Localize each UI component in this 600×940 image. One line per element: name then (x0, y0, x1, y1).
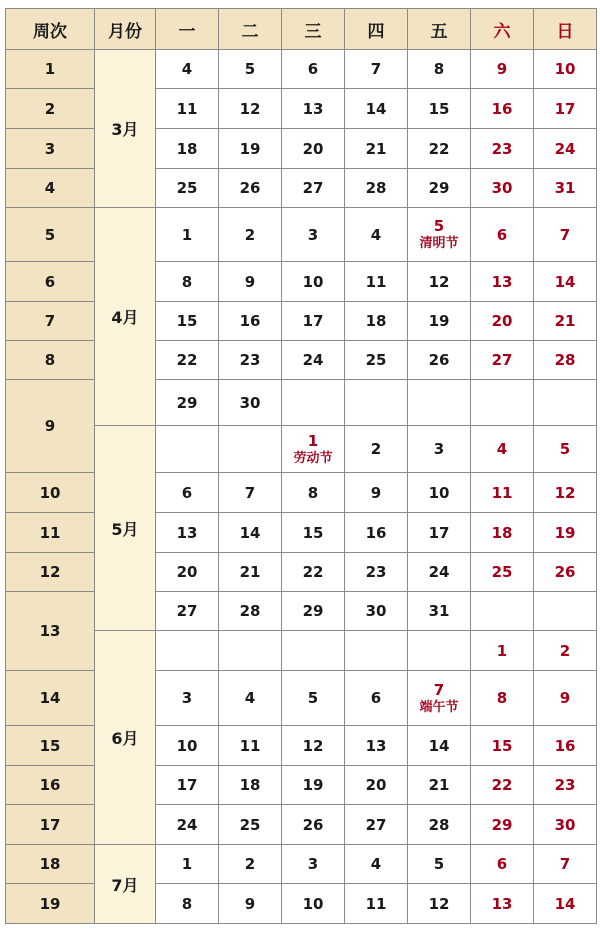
day-cell: 11 (345, 262, 408, 302)
day-cell: 8 (408, 50, 471, 89)
day-cell: 20 (282, 129, 345, 169)
week-row (6, 89, 597, 129)
day-cell: 9 (534, 671, 597, 726)
day-cell: 9 (471, 50, 534, 89)
day-cell: 22 (282, 553, 345, 592)
day-cell: 21 (219, 553, 282, 592)
day-cell: 14 (534, 262, 597, 302)
day-cell (408, 208, 471, 262)
week-number: 8 (6, 341, 95, 380)
day-cell: 5 (219, 50, 282, 89)
day-cell: 20 (345, 766, 408, 805)
day-cell: 10 (282, 262, 345, 302)
day-cell: 20 (471, 302, 534, 341)
week-row (6, 592, 597, 631)
day-cell: 14 (345, 89, 408, 129)
day-cell: 18 (471, 513, 534, 553)
week-row (6, 208, 597, 262)
day-cell: 14 (408, 726, 471, 766)
day-cell: 22 (471, 766, 534, 805)
day-cell: 2 (219, 845, 282, 884)
day-cell: 19 (282, 766, 345, 805)
month-label: 4月 (95, 208, 156, 426)
day-cell: 14 (219, 513, 282, 553)
day-cell: 13 (471, 262, 534, 302)
month-label: 5月 (95, 426, 156, 631)
day-cell: 26 (534, 553, 597, 592)
day-cell: 19 (534, 513, 597, 553)
day-cell: 6 (282, 50, 345, 89)
day-number: 1 (307, 431, 319, 450)
day-cell (471, 380, 534, 426)
day-cell: 17 (156, 766, 219, 805)
holiday-label: 端午节 (419, 699, 459, 715)
day-cell: 28 (219, 592, 282, 631)
day-cell: 18 (156, 129, 219, 169)
week-number: 18 (6, 845, 95, 884)
day-cell: 28 (408, 805, 471, 845)
day-cell: 19 (408, 302, 471, 341)
day-cell: 8 (156, 262, 219, 302)
week-number: 14 (6, 671, 95, 726)
day-cell: 25 (156, 169, 219, 208)
week-number: 19 (6, 884, 95, 924)
day-cell: 3 (408, 426, 471, 473)
day-cell: 2 (219, 208, 282, 262)
week-row (6, 426, 597, 473)
day-number: 7 (433, 680, 445, 699)
day-cell: 25 (219, 805, 282, 845)
day-cell: 23 (534, 766, 597, 805)
day-cell: 19 (219, 129, 282, 169)
header-sat: 六 (471, 9, 534, 50)
day-cell: 10 (534, 50, 597, 89)
week-number: 10 (6, 473, 95, 513)
day-cell: 5 (282, 671, 345, 726)
day-cell: 29 (408, 169, 471, 208)
day-cell: 28 (345, 169, 408, 208)
day-cell (345, 631, 408, 671)
day-cell: 5 (408, 845, 471, 884)
month-label: 7月 (95, 845, 156, 924)
day-cell: 3 (282, 845, 345, 884)
day-cell: 11 (219, 726, 282, 766)
week-row (6, 302, 597, 341)
day-cell: 6 (471, 845, 534, 884)
day-cell: 23 (345, 553, 408, 592)
day-cell: 4 (345, 845, 408, 884)
day-cell (534, 592, 597, 631)
day-cell: 12 (282, 726, 345, 766)
day-cell: 29 (156, 380, 219, 426)
header-thu: 四 (345, 9, 408, 50)
day-cell (408, 631, 471, 671)
day-cell: 25 (471, 553, 534, 592)
day-cell (345, 380, 408, 426)
day-cell: 13 (345, 726, 408, 766)
day-cell: 24 (408, 553, 471, 592)
week-number: 5 (6, 208, 95, 262)
day-cell: 30 (345, 592, 408, 631)
week-row (6, 553, 597, 592)
week-number: 11 (6, 513, 95, 553)
week-row (6, 805, 597, 845)
day-cell: 13 (282, 89, 345, 129)
day-cell: 16 (345, 513, 408, 553)
day-cell: 31 (408, 592, 471, 631)
day-cell: 1 (471, 631, 534, 671)
week-row (6, 884, 597, 924)
day-cell: 10 (408, 473, 471, 513)
day-cell: 8 (156, 884, 219, 924)
day-cell: 17 (408, 513, 471, 553)
day-cell: 15 (156, 302, 219, 341)
week-row (6, 50, 597, 89)
day-cell: 25 (345, 341, 408, 380)
day-number: 5 (433, 217, 445, 235)
day-cell (282, 631, 345, 671)
week-number: 16 (6, 766, 95, 805)
day-cell: 13 (156, 513, 219, 553)
day-cell (471, 592, 534, 631)
day-cell: 3 (282, 208, 345, 262)
day-cell: 16 (219, 302, 282, 341)
week-number: 9 (6, 380, 95, 473)
day-cell: 15 (408, 89, 471, 129)
header-wed: 三 (282, 9, 345, 50)
day-cell: 8 (282, 473, 345, 513)
day-cell: 28 (534, 341, 597, 380)
day-cell: 5 (534, 426, 597, 473)
day-cell: 24 (156, 805, 219, 845)
day-cell (408, 671, 471, 726)
header-row (6, 9, 597, 50)
day-cell: 8 (471, 671, 534, 726)
week-number: 1 (6, 50, 95, 89)
day-cell: 9 (219, 262, 282, 302)
day-cell: 3 (156, 671, 219, 726)
week-row (6, 380, 597, 426)
day-cell (219, 426, 282, 473)
day-cell: 4 (471, 426, 534, 473)
day-cell: 15 (471, 726, 534, 766)
day-cell: 18 (345, 302, 408, 341)
week-row (6, 726, 597, 766)
week-number: 4 (6, 169, 95, 208)
day-cell: 4 (156, 50, 219, 89)
day-cell: 4 (345, 208, 408, 262)
holiday-label: 劳动节 (293, 450, 333, 466)
day-cell: 21 (534, 302, 597, 341)
day-cell: 18 (219, 766, 282, 805)
header-fri: 五 (408, 9, 471, 50)
day-cell: 24 (282, 341, 345, 380)
week-row (6, 262, 597, 302)
day-cell: 2 (534, 631, 597, 671)
day-cell: 10 (156, 726, 219, 766)
week-number: 15 (6, 726, 95, 766)
month-label: 3月 (95, 50, 156, 208)
day-cell: 11 (345, 884, 408, 924)
week-row (6, 631, 597, 671)
day-cell (156, 426, 219, 473)
day-cell (219, 631, 282, 671)
day-cell: 26 (282, 805, 345, 845)
month-label: 6月 (95, 631, 156, 845)
day-cell: 27 (471, 341, 534, 380)
day-cell (156, 631, 219, 671)
week-row (6, 473, 597, 513)
day-cell: 23 (219, 341, 282, 380)
day-cell: 1 (156, 208, 219, 262)
day-cell: 16 (471, 89, 534, 129)
day-cell: 22 (408, 129, 471, 169)
day-cell (282, 426, 345, 473)
day-cell: 29 (282, 592, 345, 631)
header-week: 周次 (6, 9, 95, 50)
day-cell: 4 (219, 671, 282, 726)
day-cell: 30 (471, 169, 534, 208)
day-cell: 30 (534, 805, 597, 845)
day-cell: 15 (282, 513, 345, 553)
holiday-label: 清明节 (419, 236, 459, 251)
week-number: 12 (6, 553, 95, 592)
day-cell: 6 (156, 473, 219, 513)
week-row (6, 129, 597, 169)
day-cell: 26 (408, 341, 471, 380)
day-cell: 11 (471, 473, 534, 513)
day-cell: 6 (345, 671, 408, 726)
day-cell (282, 380, 345, 426)
week-row (6, 766, 597, 805)
day-cell: 23 (471, 129, 534, 169)
week-row (6, 341, 597, 380)
week-number: 6 (6, 262, 95, 302)
week-number: 7 (6, 302, 95, 341)
week-number: 2 (6, 89, 95, 129)
day-cell: 21 (345, 129, 408, 169)
day-cell: 9 (345, 473, 408, 513)
calendar-body (6, 50, 597, 924)
day-cell: 14 (534, 884, 597, 924)
day-cell: 12 (534, 473, 597, 513)
day-cell: 2 (345, 426, 408, 473)
day-cell: 29 (471, 805, 534, 845)
week-number: 13 (6, 592, 95, 671)
header-mon: 一 (156, 9, 219, 50)
day-cell: 30 (219, 380, 282, 426)
week-row (6, 845, 597, 884)
day-cell: 27 (156, 592, 219, 631)
day-cell: 7 (345, 50, 408, 89)
header-sun: 日 (534, 9, 597, 50)
day-cell: 1 (156, 845, 219, 884)
day-cell: 27 (282, 169, 345, 208)
day-cell: 9 (219, 884, 282, 924)
day-cell: 20 (156, 553, 219, 592)
week-row (6, 671, 597, 726)
calendar-table (5, 8, 597, 924)
day-cell: 6 (471, 208, 534, 262)
day-cell: 17 (282, 302, 345, 341)
day-cell: 26 (219, 169, 282, 208)
week-row (6, 169, 597, 208)
header-tue: 二 (219, 9, 282, 50)
day-cell: 11 (156, 89, 219, 129)
day-cell (408, 380, 471, 426)
day-cell: 22 (156, 341, 219, 380)
day-cell: 7 (534, 208, 597, 262)
day-cell: 12 (408, 262, 471, 302)
header-month: 月份 (95, 9, 156, 50)
day-cell: 10 (282, 884, 345, 924)
day-cell: 7 (219, 473, 282, 513)
day-cell: 16 (534, 726, 597, 766)
week-number: 17 (6, 805, 95, 845)
day-cell: 7 (534, 845, 597, 884)
day-cell: 31 (534, 169, 597, 208)
week-row (6, 513, 597, 553)
day-cell: 13 (471, 884, 534, 924)
day-cell (534, 380, 597, 426)
day-cell: 12 (219, 89, 282, 129)
week-number: 3 (6, 129, 95, 169)
day-cell: 17 (534, 89, 597, 129)
day-cell: 12 (408, 884, 471, 924)
day-cell: 24 (534, 129, 597, 169)
day-cell: 27 (345, 805, 408, 845)
day-cell: 21 (408, 766, 471, 805)
